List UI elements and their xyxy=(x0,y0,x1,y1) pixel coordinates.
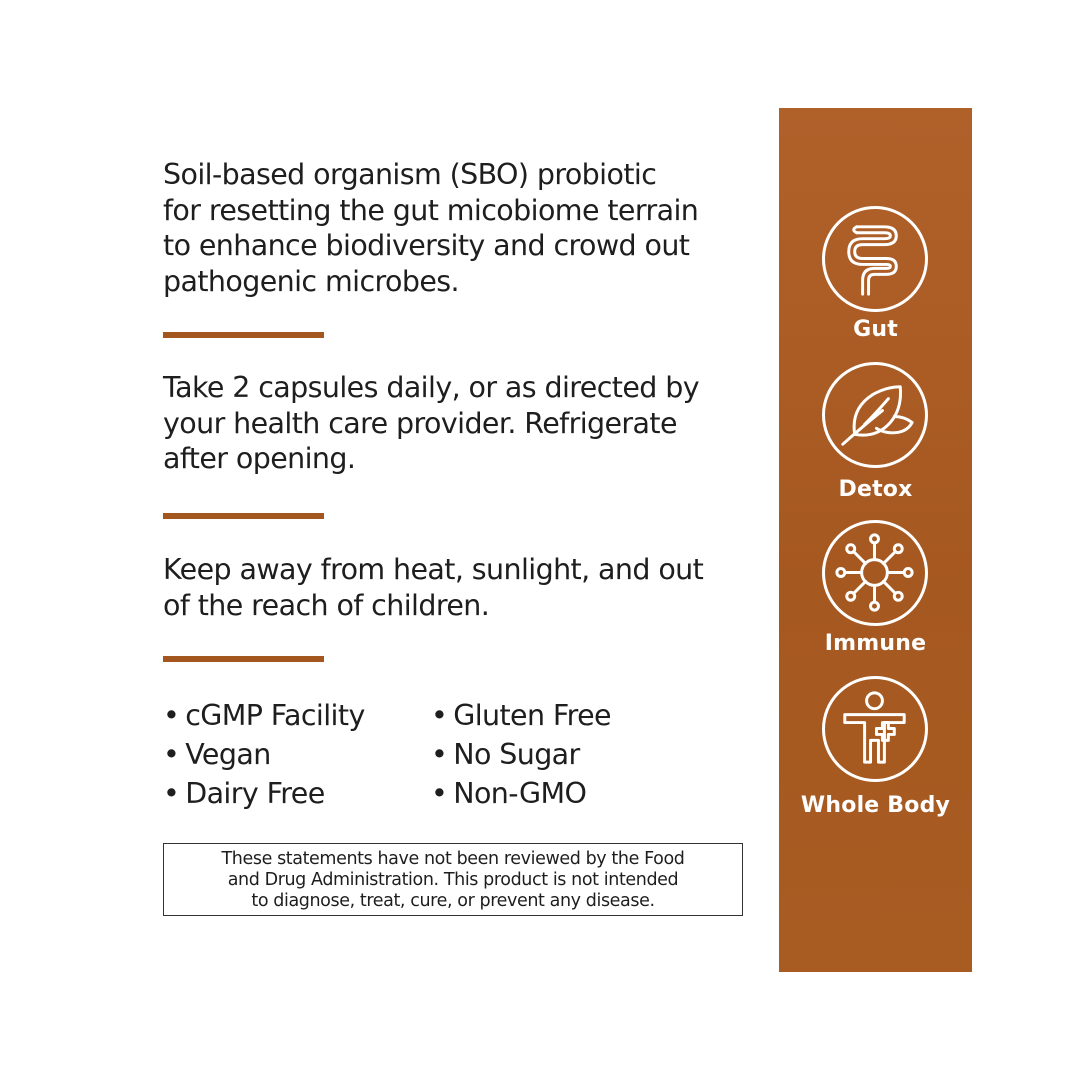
disclaimer-line: These statements have not been reviewed by the Food xyxy=(221,849,685,869)
directions-line: after opening. xyxy=(163,442,356,475)
disclaimer-line: and Drug Administration. This product is not intended xyxy=(227,870,679,890)
feature-item xyxy=(431,774,586,813)
feature-item xyxy=(163,735,271,774)
feature-label: No Sugar xyxy=(453,738,580,771)
benefit-label: Immune xyxy=(824,631,927,656)
divider xyxy=(163,332,324,338)
description-text xyxy=(163,157,763,299)
feature-label: cGMP Facility xyxy=(185,699,365,732)
divider xyxy=(163,656,324,662)
warning-line: of the reach of children. xyxy=(163,588,490,622)
bullet: • xyxy=(431,738,448,771)
description-line: pathogenic microbes. xyxy=(163,264,459,298)
feature-label: Dairy Free xyxy=(185,777,325,810)
warning-text xyxy=(163,552,763,623)
feature-item xyxy=(431,735,580,774)
benefit-label: Gut xyxy=(853,317,898,342)
immune-cell-icon xyxy=(822,520,928,626)
fda-disclaimer xyxy=(163,843,743,916)
feature-label: Gluten Free xyxy=(453,699,611,732)
benefit-label: Whole Body xyxy=(800,793,951,818)
benefit-label: Detox xyxy=(838,477,913,502)
intestine-icon xyxy=(822,206,928,312)
description-line: Soil-based organism (SBO) probiotic xyxy=(163,158,657,191)
bullet: • xyxy=(163,699,180,732)
directions-text xyxy=(163,370,763,477)
feature-label: Non-GMO xyxy=(453,777,587,810)
feature-label: Vegan xyxy=(185,738,271,771)
warning-line: Keep away from heat, sunlight, and out xyxy=(163,553,704,586)
divider xyxy=(163,513,324,519)
bullet: • xyxy=(431,699,448,732)
feature-item xyxy=(163,696,365,735)
benefits-sidebar xyxy=(779,108,972,972)
feature-item xyxy=(431,696,611,735)
bullet: • xyxy=(163,777,180,810)
directions-line: your health care provider. Refrigerate xyxy=(163,406,677,440)
description-line: for resetting the gut micobiome terrain xyxy=(163,193,699,227)
bullet: • xyxy=(163,738,180,771)
leaf-icon xyxy=(822,362,928,468)
bullet: • xyxy=(431,777,448,810)
directions-line: Take 2 capsules daily, or as directed by xyxy=(163,371,700,404)
description-line: to enhance biodiversity and crowd out xyxy=(163,229,690,262)
feature-item xyxy=(163,774,325,813)
disclaimer-line: to diagnose, treat, cure, or prevent any disease. xyxy=(251,891,655,911)
body-cross-icon xyxy=(822,676,928,782)
